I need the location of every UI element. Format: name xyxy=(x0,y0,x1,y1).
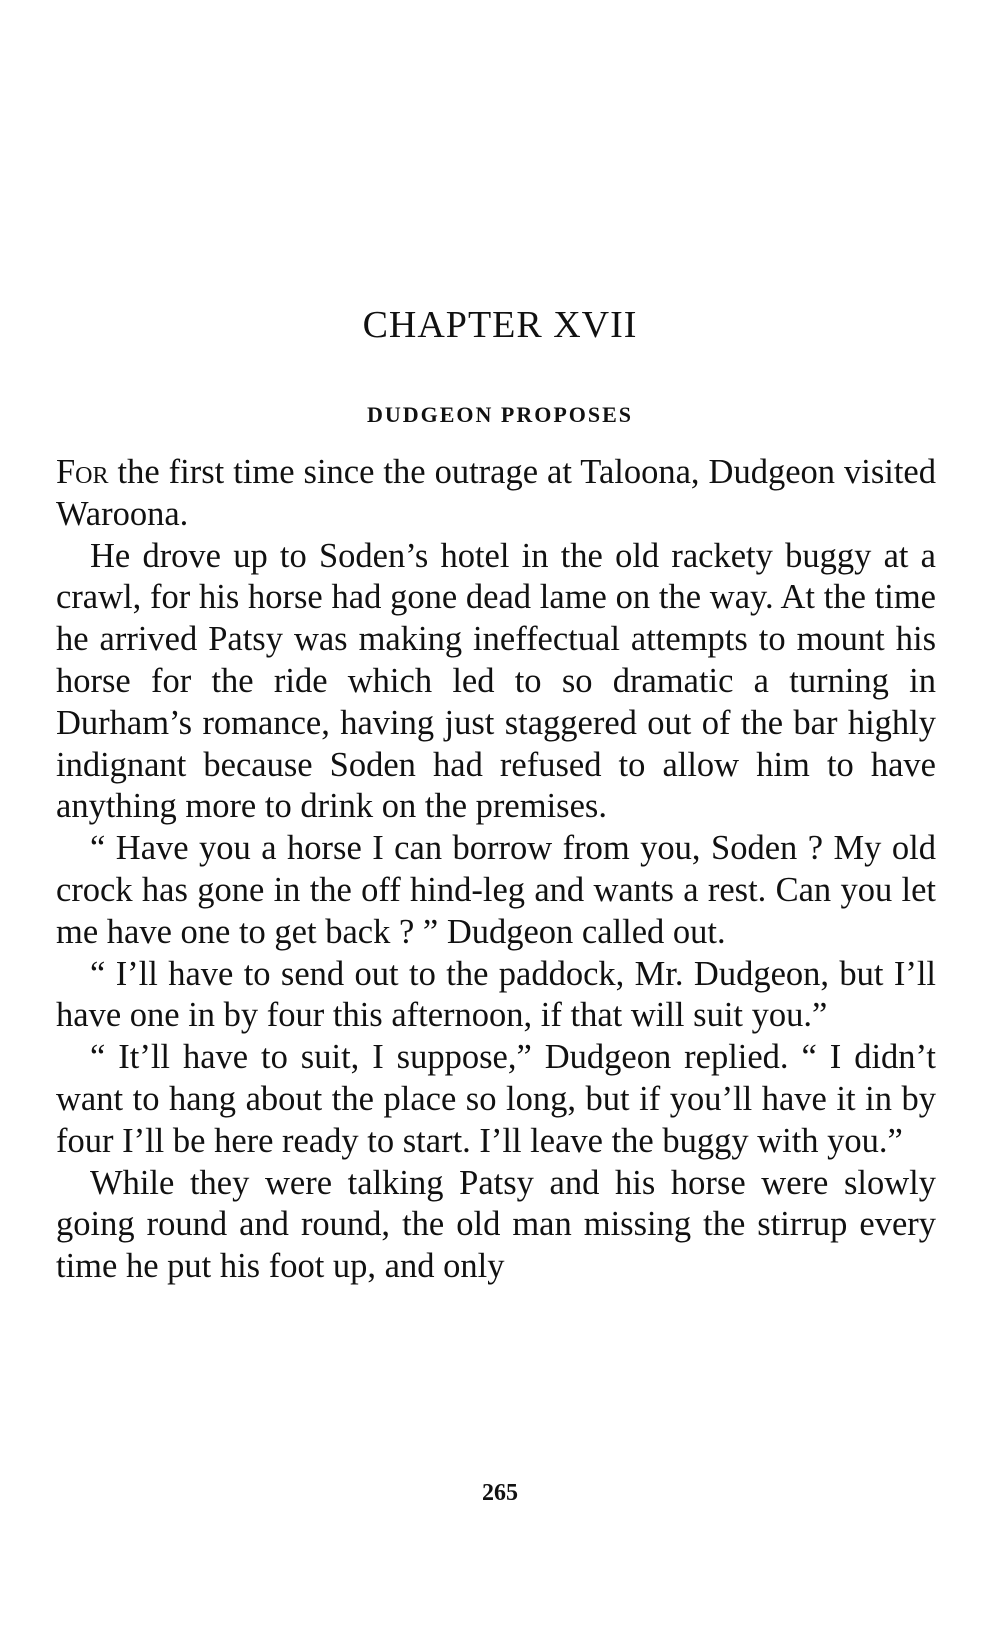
drop-lead-word: For xyxy=(56,453,109,491)
body-text xyxy=(56,452,936,1288)
paragraph: “ It’ll have to suit, I suppose,” Dudgeon replied. “ I didn’t want to hang about the place so long, but if you’ll have it in by four I’ll be here ready to start. I’ll leave the buggy with you.” xyxy=(56,1038,936,1160)
paragraph: He drove up to Soden’s hotel in the old rackety buggy at a crawl, for his horse had gone dead lame on the way. At the time he arrived Patsy was making ineffectual attempts to mount his horse for the ride which led to so dramatic a turning in Durham’s romance, having just staggered out of the bar highly indignant because Soden had refused to allow him to have anything more to drink on the premises. xyxy=(56,536,936,826)
paragraph xyxy=(56,452,936,536)
paragraph-text: the first time since the outrage at Taloona, Dudgeon visited Waroona. xyxy=(56,453,936,533)
paragraph: While they were talking Patsy and his horse were slowly going round and round, the old man missing the stirrup every time he put his foot up, and only xyxy=(56,1163,936,1286)
paragraph: “ Have you a horse I can borrow from you, Soden ? My old crock has gone in the off hind-leg and wants a rest. Can you let me have one to get back ? ” Dudgeon called out. xyxy=(56,829,936,951)
paragraph: “ I’ll have to send out to the paddock, Mr. Dudgeon, but I’ll have one in by four this afternoon, if that will suit you.” xyxy=(56,954,936,1035)
page-number: 265 xyxy=(482,1480,518,1506)
chapter-title: DUDGEON PROPOSES xyxy=(366,402,634,427)
chapter-number: CHAPTER XVII xyxy=(362,304,638,346)
